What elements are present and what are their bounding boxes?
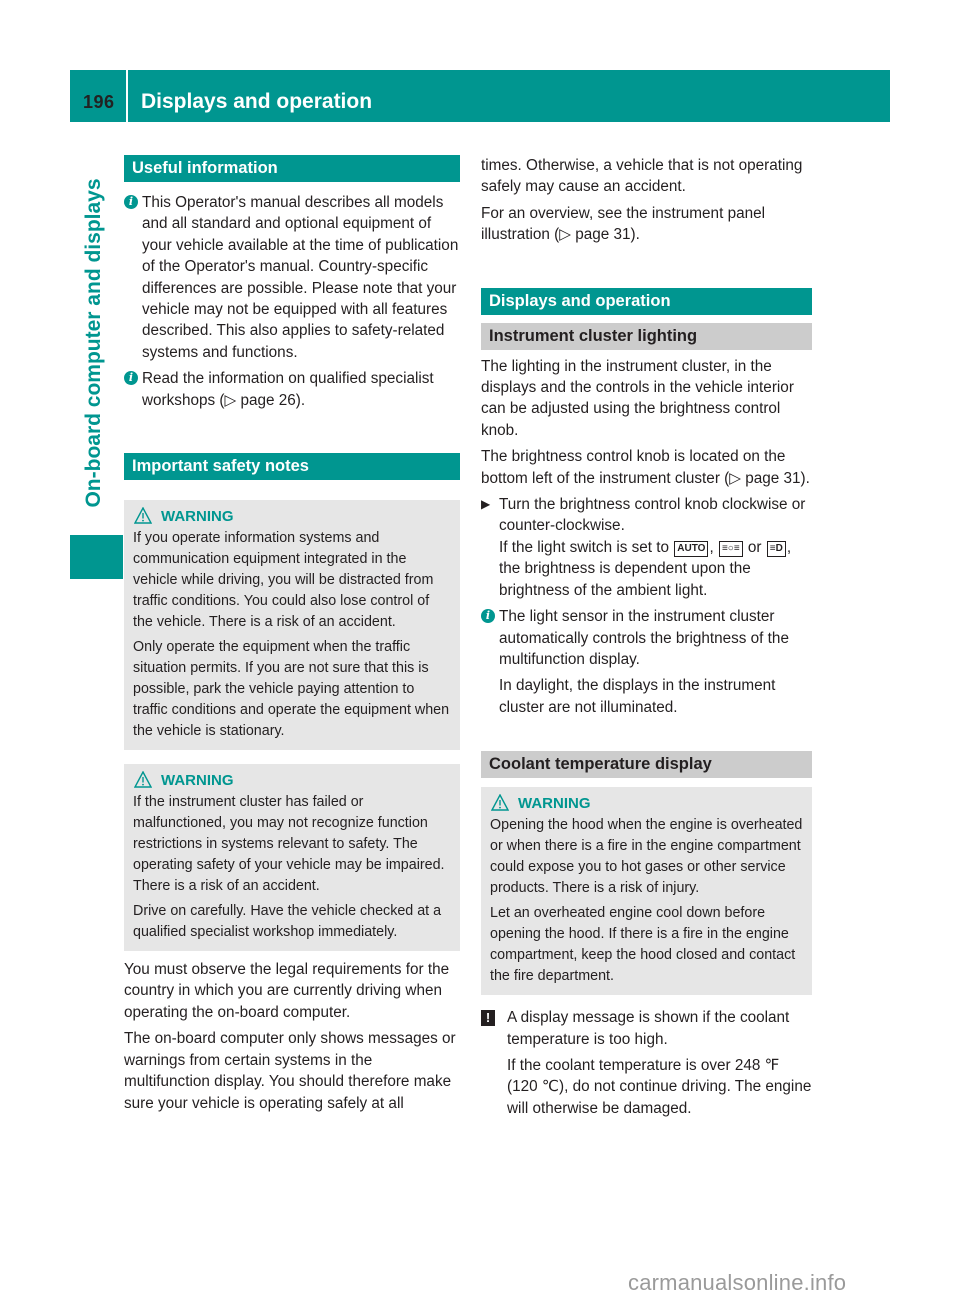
chapter-tab [78, 172, 110, 514]
info-icon: i [124, 371, 138, 385]
warning-label: WARNING [518, 795, 591, 813]
info-note [124, 368, 460, 411]
info-icon: i [124, 195, 138, 209]
heading-useful-information: Useful information [124, 155, 460, 182]
step-detail [499, 537, 812, 601]
heading-important-safety-notes: Important safety notes [124, 453, 460, 480]
right-column [481, 155, 812, 1119]
instruction-step [481, 494, 812, 601]
body-paragraph: For an overview, see the instrument panel illustration (▷ page 31). [481, 204, 765, 244]
step-detail-prefix: If the light switch is set to [499, 538, 670, 556]
body-paragraph: The lighting in the instrument cluster, in the displays and the controls in the vehicle interior can be adjusted using the brightness control knob. [481, 357, 794, 439]
separator: or [747, 538, 762, 556]
warning-header [133, 506, 452, 528]
page-number-box [70, 70, 126, 122]
step-arrow-icon: ▶ [481, 497, 491, 512]
notice-text: A display message is shown if the coolant temperature is too high. [507, 1009, 790, 1048]
heading-displays-and-operation: Displays and operation [481, 288, 812, 315]
warning-text: Let an overheated engine cool down before opening the hood. If there is a fire in the engine compartment, keep the hood closed and contact the fire department. [490, 905, 796, 985]
exclamation-icon: ! [481, 1010, 495, 1026]
body-paragraph: The on-board computer only shows messages or warnings from certain systems in the multifunction display. You should therefore make sure your vehicle is operating safely at all [124, 1030, 456, 1112]
chapter-title: On-board computer and displays [82, 178, 105, 508]
step-detail-suffix: , the brightness is dependent upon the brightness of the ambient light. [499, 538, 792, 599]
step-text: Turn the brightness control knob clockwise or counter-clockwise. [499, 496, 806, 535]
parking-lamp-symbol: ≡○≡ [719, 541, 743, 557]
warning-text: Drive on carefully. Have the vehicle checked at a qualified specialist workshop immediately. [133, 903, 442, 941]
warning-triangle-icon [134, 771, 152, 788]
warning-text: Opening the hood when the engine is overheated or when there is a fire in the engine compartment could expose you to hot gases or other service products. There is a risk of injury. [490, 817, 803, 897]
warning-text: If you operate information systems and communication equipment integrated in the vehicle while driving, you will be distracted from traffic conditions. You could also lose control of the vehicle. There is a risk of an accident. [133, 530, 434, 631]
info-note [124, 192, 460, 363]
warning-text: If the instrument cluster has failed or malfunctioned, you may not recognize function restrictions in systems relevant to safety. The operating safety of your vehicle may be impaired. There is a risk of an accident. [133, 794, 445, 895]
warning-label: WARNING [161, 772, 234, 790]
body-paragraph: The brightness control knob is located on the bottom left of the instrument cluster (▷ page 31). [481, 448, 810, 487]
info-icon: i [481, 609, 495, 623]
info-note-text: The light sensor in the instrument cluster automatically controls the brightness of the multifunction display. [499, 608, 789, 668]
page-number: 196 [83, 92, 115, 112]
separator: , [709, 538, 714, 556]
body-paragraph: You must observe the legal requirements for the country in which you are currently driving when operating the on-board computer. [124, 961, 450, 1021]
watermark: carmanualsonline.info [628, 1270, 847, 1295]
warning-triangle-icon [134, 507, 152, 524]
left-column [124, 155, 460, 1119]
body-paragraph: times. Otherwise, a vehicle that is not operating safely may cause an accident. [481, 157, 803, 196]
auto-light-symbol: AUTO [674, 541, 708, 557]
notice-detail: If the coolant temperature is over 248 ℉ (120 ℃), do not continue driving. The engine will otherwise be damaged. [507, 1056, 812, 1117]
info-note-text: In daylight, the displays in the instrument cluster are not illuminated. [499, 677, 776, 716]
info-note-text: This Operator's manual describes all models and all standard and optional equipment of your vehicle available at the time of publication of the Operator's manual. Country-specific differences are possible. Please note that your vehicle may not be equipped with all features described. This also applies to safety-related systems and functions. [142, 194, 459, 361]
chapter-marker [70, 535, 123, 579]
notice [481, 1007, 812, 1119]
heading-coolant-temperature-display: Coolant temperature display [481, 751, 812, 778]
warning-text: Only operate the equipment when the traffic situation permits. If you are not sure that this is possible, park the vehicle paying attention to traffic conditions and operate the equipment when the vehicle is stationary. [133, 639, 450, 740]
warning-header [490, 793, 804, 815]
warning-box [124, 500, 460, 750]
section-header-title: Displays and operation [141, 90, 373, 113]
warning-header [133, 770, 452, 792]
warning-label: WARNING [161, 508, 234, 526]
section-header-bar [128, 70, 890, 122]
heading-instrument-cluster-lighting: Instrument cluster lighting [481, 323, 812, 350]
info-note-text: Read the information on qualified specialist workshops (▷ page 26). [142, 370, 434, 409]
warning-box [124, 764, 460, 951]
warning-box [481, 787, 812, 995]
warning-triangle-icon [491, 794, 509, 811]
low-beam-symbol: ≡D [767, 541, 786, 557]
info-note [481, 606, 812, 718]
